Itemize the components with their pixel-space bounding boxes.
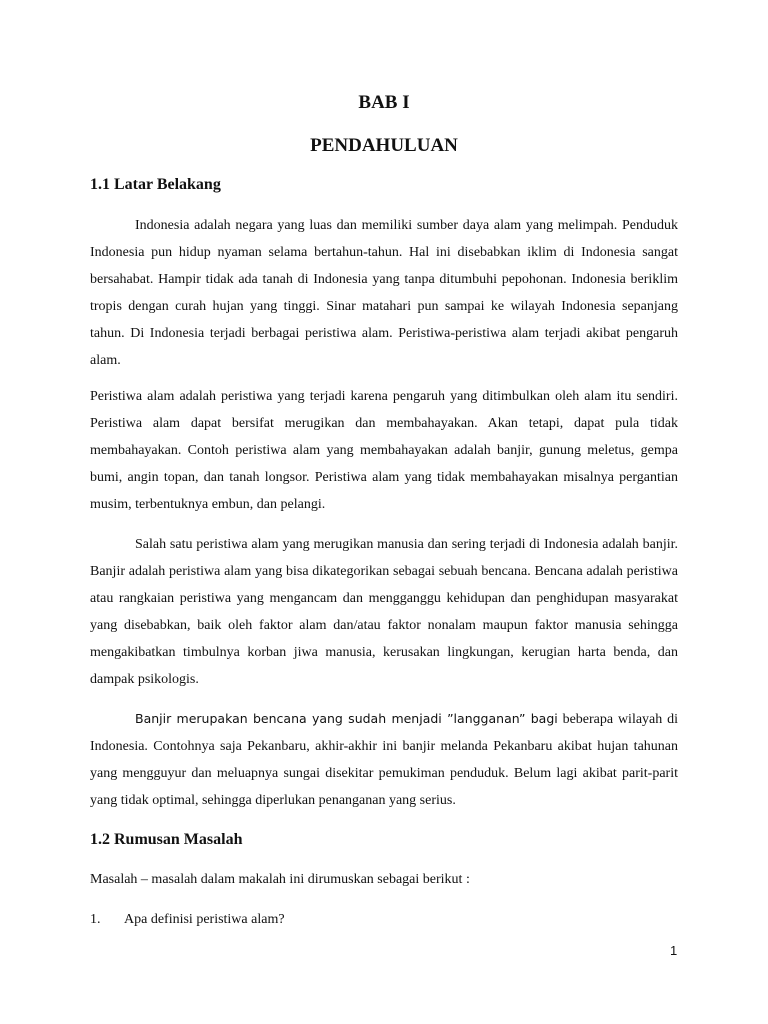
section-heading-rumusan-masalah: 1.2 Rumusan Masalah — [90, 831, 243, 848]
rumusan-intro: Masalah – masalah dalam makalah ini dirumuskan sebagai berikut : — [90, 872, 470, 887]
chapter-label: BAB I — [358, 92, 410, 113]
paragraph-4-rest: beberapa wilayah di Indonesia. Contohnya saja Pekanbaru, akhir-akhir ini banjir melanda Pekanbaru akibat hujan tahunan yang mengguyur dan meluapnya sungai disekitar pemukiman penduduk. Belum lagi akibat parit-parit yang tidak optimal, sehingga diperlukan penanganan yang serius. — [90, 712, 678, 808]
section-heading-latar-belakang: 1.1 Latar Belakang — [90, 176, 221, 193]
list-item-text: Apa definisi peristiwa alam? — [124, 912, 285, 927]
paragraph-1: Indonesia adalah negara yang luas dan memiliki sumber daya alam yang melimpah. Penduduk Indonesia pun hidup nyaman selama bertahun-tahun. Hal ini disebabkan iklim di Indonesia sangat bersahabat. Hampir tidak ada tanah di Indonesia yang tanpa ditumbuhi pepohonan. Indonesia beriklim tropis dengan curah hujan yang tinggi. Sinar matahari pun sampai ke wilayah Indonesia sepanjang tahun. Di Indonesia terjadi berbagai peristiwa alam. Peristiwa-peristiwa alam terjadi akibat pengaruh alam. — [90, 218, 678, 368]
page-number: 1 — [670, 943, 678, 958]
list-item — [90, 912, 285, 928]
paragraph-3: Salah satu peristiwa alam yang merugikan manusia dan sering terjadi di Indonesia adalah banjir. Banjir adalah peristiwa alam yang bisa dikategorikan sebagai sebuah bencana. Bencana adalah peristiwa atau rangkaian peristiwa yang mengancam dan mengganggu kehidupan dan penghidupan masyarakat yang disebabkan, baik oleh faktor alam dan/atau faktor nonalam maupun faktor manusia sehingga mengakibatkan timbulnya korban jiwa manusia, kerusakan lingkungan, kerugian harta benda, dan dampak psikologis. — [90, 537, 678, 687]
list-item-number: 1. — [90, 912, 101, 927]
chapter-title: PENDAHULUAN — [310, 135, 458, 156]
paragraph-2: Peristiwa alam adalah peristiwa yang terjadi karena pengaruh yang ditimbulkan oleh alam itu sendiri. Peristiwa alam dapat bersifat merugikan dan membahayakan. Akan tetapi, dapat pula tidak membahayakan. Contoh peristiwa alam yang membahayakan adalah banjir, gunung meletus, gempa bumi, angin topan, dan tanah longsor. Peristiwa alam yang tidak membahayakan misalnya pergantian musim, terbentuknya embun, dan pelangi. — [90, 389, 678, 512]
paragraph-4-lead: Banjir merupakan bencana yang sudah menjadi ”langganan” bagi — [135, 711, 558, 726]
paragraph-4 — [90, 705, 678, 814]
